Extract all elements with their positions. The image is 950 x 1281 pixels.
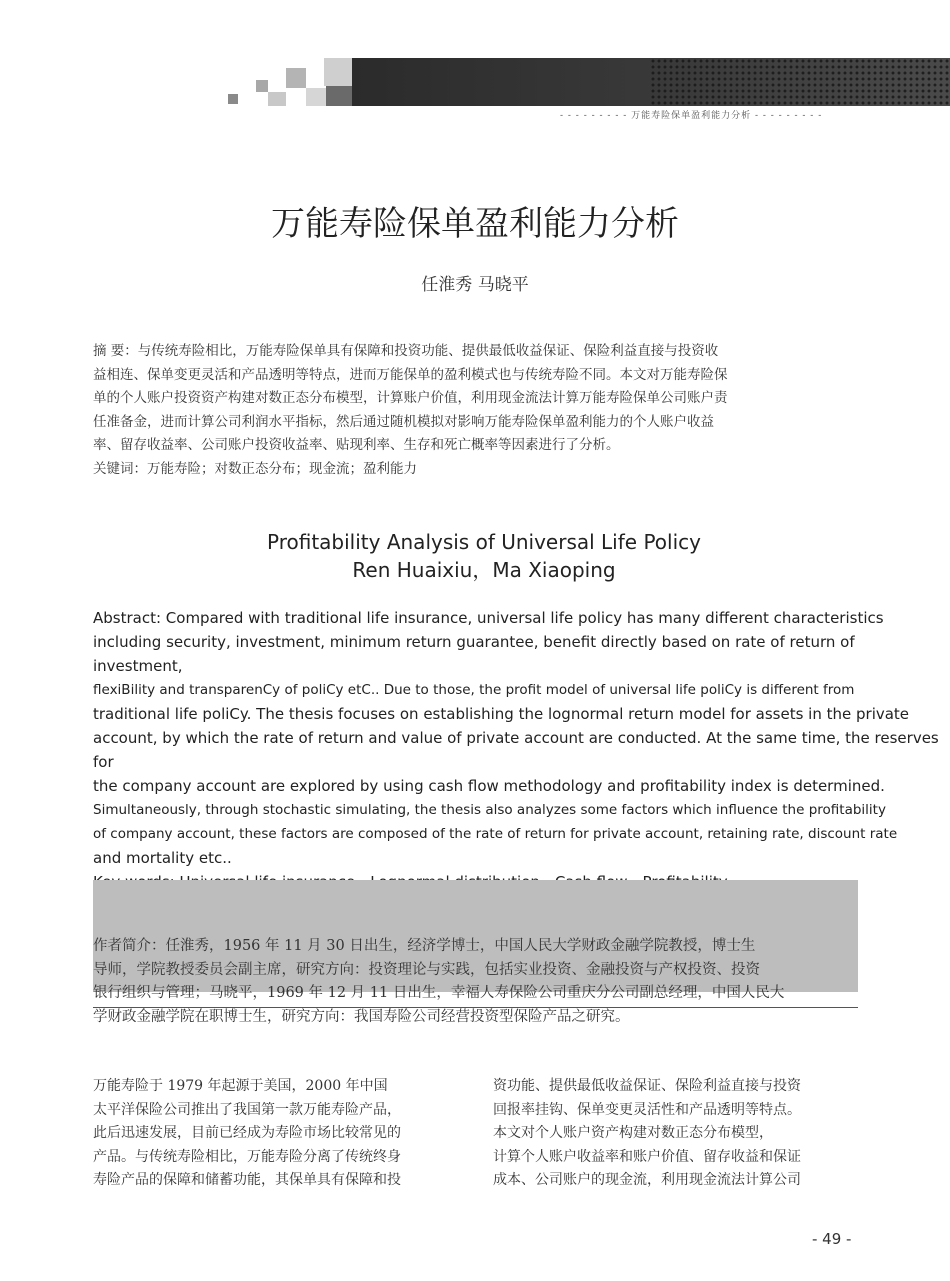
article-authors: 任淮秀 马晓平	[421, 275, 529, 295]
header-square	[268, 92, 286, 106]
author-bio	[93, 935, 853, 1029]
keywords-cn: 关键词：万能寿险；对数正态分布；现金流；盈利能力	[93, 460, 417, 477]
abstract-en-line: including security, investment, minimum return guarantee, benefit directly based on rate of return of	[93, 633, 855, 651]
body-line: 寿险产品的保障和储蓄功能，其保单具有保障和投	[93, 1172, 401, 1188]
header-square	[326, 86, 352, 106]
page-number: - 49 -	[812, 1230, 852, 1248]
abstract-en	[93, 606, 943, 894]
header-square	[306, 88, 326, 106]
body-line: 此后迅速发展，目前已经成为寿险市场比较常见的	[93, 1125, 401, 1141]
abstract-cn-line: 摘 要：与传统寿险相比，万能寿险保单具有保障和投资功能、提供最低收益保证、保险利益直接与投资收	[93, 343, 719, 359]
english-title: Profitability Analysis of Universal Life Policy	[267, 530, 701, 554]
english-title-block	[0, 528, 950, 584]
abstract-en-line: Simultaneously, through stochastic simulating, the thesis also analyzes some factors which influence the profitability	[93, 802, 886, 818]
abstract-en-line: traditional life poliCy. The thesis focuses on establishing the lognormal return model for assets in the private	[93, 705, 910, 723]
article-title: 万能寿险保单盈利能力分析	[271, 204, 679, 244]
body-line: 计算个人账户收益率和账户价值、留存收益和保证	[493, 1148, 801, 1165]
body-line: 回报率挂钩、保单变更灵活性和产品透明等特点。	[493, 1101, 801, 1118]
abstract-en-line: flexiBility and transparenCy of poliCy etC.. Due to those, the profit model of universal life poliCy is different from	[93, 682, 855, 698]
abstract-en-line: investment,	[93, 657, 183, 675]
english-authors: Ren Huaixiu，Ma Xiaoping	[352, 558, 616, 582]
header-square	[256, 80, 268, 92]
body-line: 成本、公司账户的现金流，利用现金流法计算公司	[493, 1172, 801, 1188]
abstract-en-line: the company account are explored by using cash flow methodology and profitability index is determined.	[93, 777, 885, 795]
author-bio-line: 作者简介：任淮秀，1956 年 11 月 30 日出生，经济学博士，中国人民大学财政金融学院教授，博士生	[93, 938, 756, 954]
abstract-en-line: of company account, these factors are composed of the rate of return for private account, retaining rate, discount rate	[93, 826, 898, 842]
body-line: 产品。与传统寿险相比，万能寿险分离了传统终身	[93, 1148, 401, 1165]
abstract-en-line: for	[93, 753, 114, 771]
abstract-cn-line: 率、留存收益率、公司账户投资收益率、贴现利率、生存和死亡概率等因素进行了分析。	[93, 437, 620, 453]
header-dot-pattern	[650, 58, 950, 106]
bio-divider	[93, 1007, 858, 1008]
abstract-en-line: and mortality etc..	[93, 849, 232, 867]
body-line: 资功能、提供最低收益保证、保险利益直接与投资	[493, 1078, 801, 1094]
abstract-cn-line: 益相连、保单变更灵活和产品透明等特点，进而万能保单的盈利模式也与传统寿险不同。本文对万能寿险保	[93, 366, 728, 383]
abstract-en-line: account, by which the rate of return and value of private account are conducted. At the same time, the reserves	[93, 729, 939, 747]
body-column-left	[93, 1075, 463, 1193]
body-line: 万能寿险于 1979 年起源于美国，2000 年中国	[93, 1078, 388, 1094]
header-square	[286, 68, 306, 88]
author-bio-line: 学财政金融学院在职博士生，研究方向：我国寿险公司经营投资型保险产品之研究。	[93, 1008, 630, 1025]
author-bio-line: 导师，学院教授委员会副主席，研究方向：投资理论与实践，包括实业投资、金融投资与产权投资、投资	[93, 961, 760, 978]
header-square	[228, 94, 238, 104]
abstract-cn-line: 任准备金，进而计算公司利润水平指标，然后通过随机模拟对影响万能寿险保单盈利能力的个人账户收益	[93, 413, 714, 430]
abstract-en-line: Abstract: Compared with traditional life insurance, universal life policy has many different characteristics	[93, 609, 884, 627]
body-line: 本文对个人账户资产构建对数正态分布模型，	[493, 1125, 773, 1141]
header-square	[324, 58, 352, 86]
running-title: - - - - - - - - - 万能寿险保单盈利能力分析 - - - - - - - - -	[560, 111, 823, 121]
abstract-cn-line: 单的个人账户投资资产构建对数正态分布模型，计算账户价值，利用现金流法计算万能寿险保单公司账户责	[93, 390, 728, 406]
body-line: 太平洋保险公司推出了我国第一款万能寿险产品，	[93, 1101, 401, 1118]
abstract-cn	[93, 340, 833, 481]
author-bio-line: 银行组织与管理；马晓平，1969 年 12 月 11 日出生，幸福人寿保险公司重庆分公司副总经理，中国人民大	[93, 985, 785, 1001]
body-column-right	[493, 1075, 863, 1193]
